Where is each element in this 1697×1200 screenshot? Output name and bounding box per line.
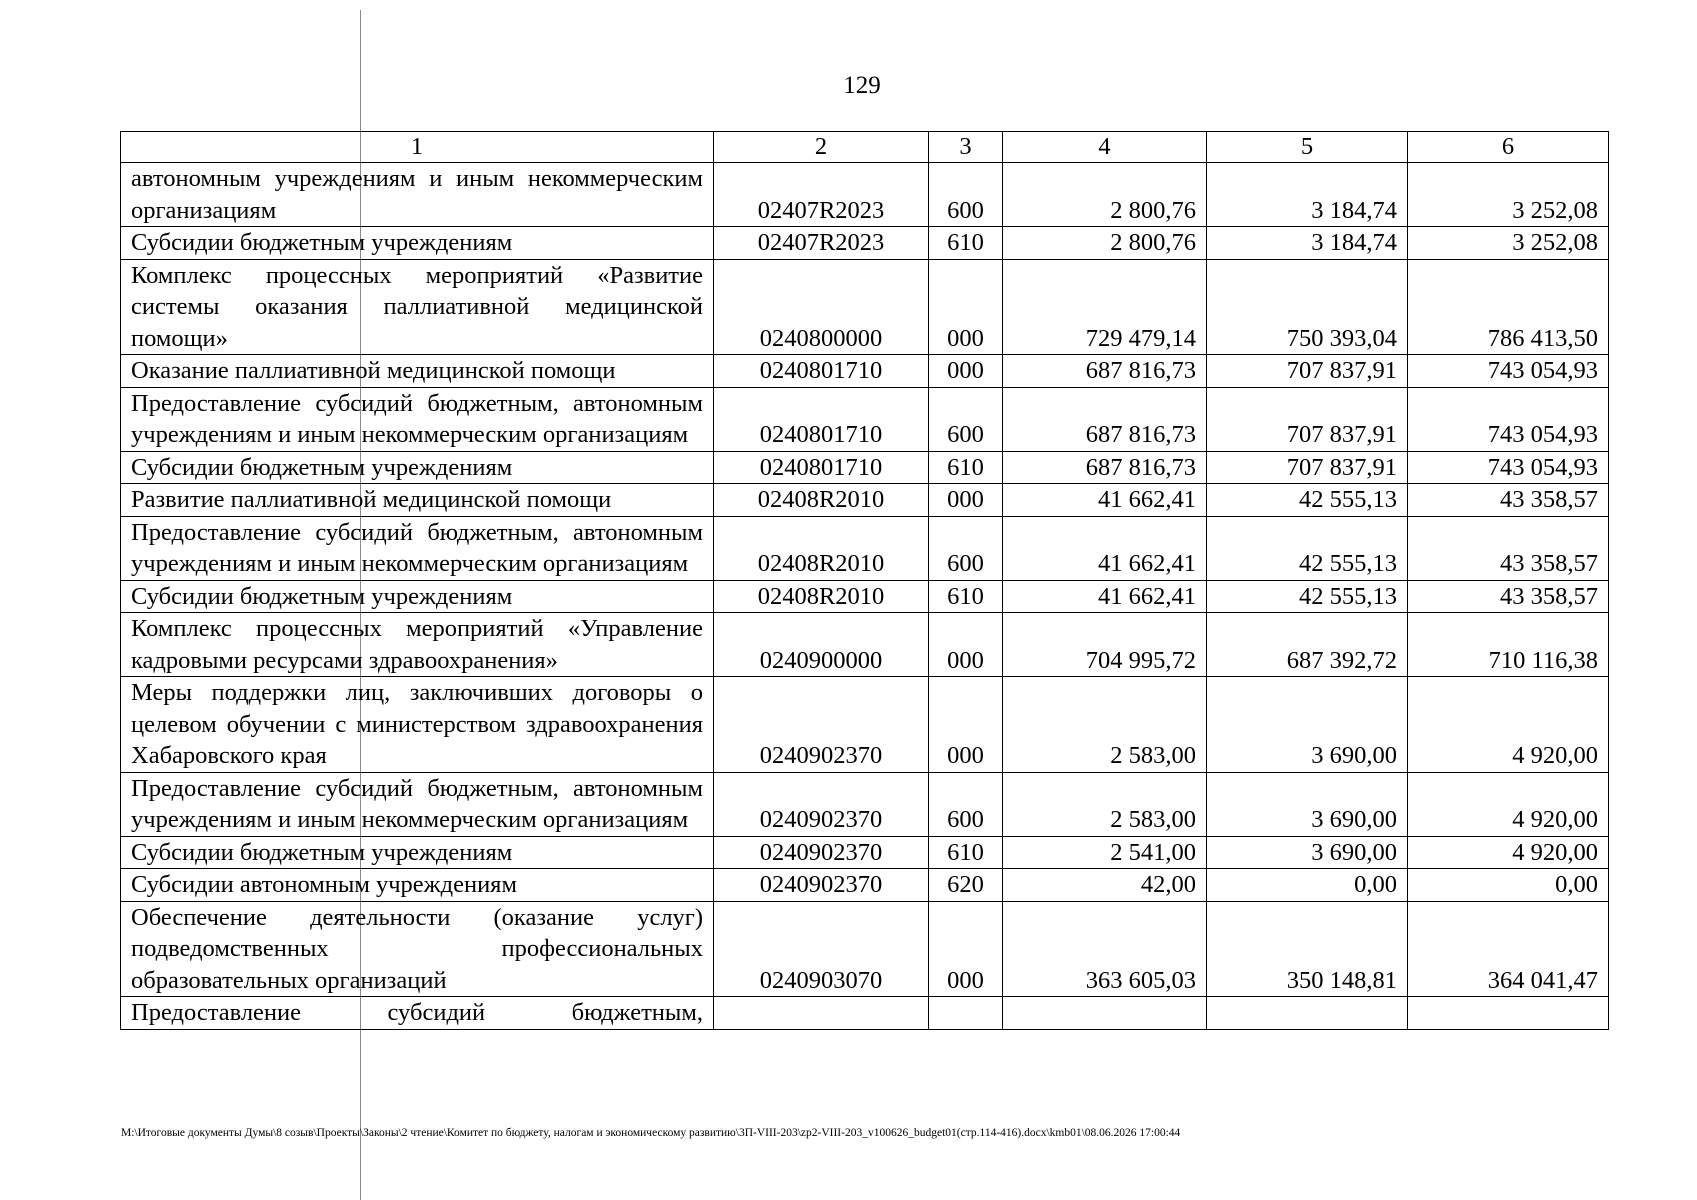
row-value-6: 710 116,38 <box>1408 613 1609 677</box>
row-value-4: 687 816,73 <box>1003 451 1207 484</box>
row-value-4: 41 662,41 <box>1003 484 1207 517</box>
row-value-6: 786 413,50 <box>1408 259 1609 355</box>
row-code: 0240801710 <box>714 355 929 388</box>
document-file-path: M:\Итоговые документы Думы\8 созыв\Проекты\Законы\2 чтение\Комитет по бюджету, налогам и экономическому развитию\3П-VIII-203\zp2-VIII-203_v100626_budget01(стр.114-416).docx\kmb01\08.06.2026 17:00:44 <box>121 1127 1181 1139</box>
table-header-row <box>121 132 1609 163</box>
row-value-4 <box>1003 997 1207 1030</box>
row-value-6: 743 054,93 <box>1408 355 1609 388</box>
table-row <box>121 997 1609 1030</box>
row-value-4: 2 583,00 <box>1003 772 1207 836</box>
row-value-4: 2 800,76 <box>1003 163 1207 227</box>
table-row <box>121 580 1609 613</box>
row-code: 0240902370 <box>714 677 929 773</box>
row-value-5: 3 690,00 <box>1207 836 1408 869</box>
row-name: Субсидии бюджетным учреждениям <box>121 227 714 260</box>
column-header: 3 <box>929 132 1003 163</box>
row-value-6: 4 920,00 <box>1408 836 1609 869</box>
column-header: 2 <box>714 132 929 163</box>
row-value-6: 4 920,00 <box>1408 677 1609 773</box>
row-value-6: 43 358,57 <box>1408 484 1609 517</box>
row-value-5: 3 690,00 <box>1207 772 1408 836</box>
row-code: 0240800000 <box>714 259 929 355</box>
row-code: 0240801710 <box>714 387 929 451</box>
row-name: Субсидии бюджетным учреждениям <box>121 451 714 484</box>
row-type: 620 <box>929 869 1003 902</box>
row-code: 0240903070 <box>714 901 929 997</box>
page-number: 129 <box>843 72 881 99</box>
row-name: Субсидии бюджетным учреждениям <box>121 580 714 613</box>
table-row <box>121 836 1609 869</box>
row-type <box>929 997 1003 1030</box>
row-value-5: 707 837,91 <box>1207 451 1408 484</box>
row-value-4: 729 479,14 <box>1003 259 1207 355</box>
table-row <box>121 259 1609 355</box>
row-value-4: 363 605,03 <box>1003 901 1207 997</box>
row-value-5: 0,00 <box>1207 869 1408 902</box>
row-code <box>714 997 929 1030</box>
row-value-4: 2 800,76 <box>1003 227 1207 260</box>
row-value-4: 704 995,72 <box>1003 613 1207 677</box>
table-row <box>121 869 1609 902</box>
column-header: 4 <box>1003 132 1207 163</box>
row-value-4: 687 816,73 <box>1003 387 1207 451</box>
row-name: Предоставление субсидий бюджетным, автономным учреждениям и иным некоммерческим организациям <box>121 516 714 580</box>
row-name: автономным учреждениям и иным некоммерческим организациям <box>121 163 714 227</box>
row-code: 02407R2023 <box>714 163 929 227</box>
row-type: 000 <box>929 901 1003 997</box>
column-header: 6 <box>1408 132 1609 163</box>
budget-table <box>120 131 1609 1030</box>
row-value-5: 42 555,13 <box>1207 484 1408 517</box>
row-code: 0240902370 <box>714 772 929 836</box>
table-row <box>121 613 1609 677</box>
row-name: Меры поддержки лиц, заключивших договоры о целевом обучении с министерством здравоохранения Хабаровского края <box>121 677 714 773</box>
row-type: 600 <box>929 163 1003 227</box>
row-name: Комплекс процессных мероприятий «Управление кадровыми ресурсами здравоохранения» <box>121 613 714 677</box>
row-code: 0240900000 <box>714 613 929 677</box>
row-value-5: 3 690,00 <box>1207 677 1408 773</box>
table-row <box>121 451 1609 484</box>
row-value-4: 2 583,00 <box>1003 677 1207 773</box>
table-row <box>121 901 1609 997</box>
table-row <box>121 484 1609 517</box>
row-value-6: 0,00 <box>1408 869 1609 902</box>
row-name: Предоставление субсидий бюджетным, автономным учреждениям и иным некоммерческим организациям <box>121 772 714 836</box>
row-name: Комплекс процессных мероприятий «Развитие системы оказания паллиативной медицинской помощи» <box>121 259 714 355</box>
row-value-5: 750 393,04 <box>1207 259 1408 355</box>
column-header: 1 <box>121 132 714 163</box>
table-row <box>121 163 1609 227</box>
row-name: Предоставление субсидий бюджетным, <box>121 997 714 1030</box>
row-type: 000 <box>929 259 1003 355</box>
row-value-6: 743 054,93 <box>1408 451 1609 484</box>
row-type: 600 <box>929 387 1003 451</box>
row-type: 600 <box>929 516 1003 580</box>
row-value-5: 707 837,91 <box>1207 355 1408 388</box>
row-code: 02408R2010 <box>714 580 929 613</box>
row-type: 610 <box>929 451 1003 484</box>
column-header: 5 <box>1207 132 1408 163</box>
row-value-5: 687 392,72 <box>1207 613 1408 677</box>
row-type: 610 <box>929 227 1003 260</box>
row-value-4: 41 662,41 <box>1003 516 1207 580</box>
row-type: 000 <box>929 677 1003 773</box>
row-name: Обеспечение деятельности (оказание услуг) подведомственных профессиональных образовательных организаций <box>121 901 714 997</box>
row-type: 000 <box>929 484 1003 517</box>
row-value-5: 3 184,74 <box>1207 163 1408 227</box>
row-value-4: 41 662,41 <box>1003 580 1207 613</box>
table-row <box>121 387 1609 451</box>
row-value-6: 743 054,93 <box>1408 387 1609 451</box>
row-type: 600 <box>929 772 1003 836</box>
row-code: 02408R2010 <box>714 516 929 580</box>
row-code: 0240801710 <box>714 451 929 484</box>
row-name: Оказание паллиативной медицинской помощи <box>121 355 714 388</box>
row-value-5: 42 555,13 <box>1207 516 1408 580</box>
row-type: 610 <box>929 580 1003 613</box>
row-type: 610 <box>929 836 1003 869</box>
row-value-5: 350 148,81 <box>1207 901 1408 997</box>
row-value-5 <box>1207 997 1408 1030</box>
row-type: 000 <box>929 355 1003 388</box>
row-value-6: 3 252,08 <box>1408 227 1609 260</box>
row-value-5: 42 555,13 <box>1207 580 1408 613</box>
row-value-5: 707 837,91 <box>1207 387 1408 451</box>
row-value-6: 43 358,57 <box>1408 580 1609 613</box>
row-name: Предоставление субсидий бюджетным, автономным учреждениям и иным некоммерческим организациям <box>121 387 714 451</box>
row-value-4: 687 816,73 <box>1003 355 1207 388</box>
row-code: 0240902370 <box>714 836 929 869</box>
table-row <box>121 677 1609 773</box>
row-value-6: 4 920,00 <box>1408 772 1609 836</box>
row-name: Субсидии автономным учреждениям <box>121 869 714 902</box>
row-code: 02407R2023 <box>714 227 929 260</box>
row-value-4: 42,00 <box>1003 869 1207 902</box>
row-value-5: 3 184,74 <box>1207 227 1408 260</box>
table-row <box>121 516 1609 580</box>
row-value-6: 364 041,47 <box>1408 901 1609 997</box>
row-code: 02408R2010 <box>714 484 929 517</box>
table-row <box>121 355 1609 388</box>
row-code: 0240902370 <box>714 869 929 902</box>
table-row <box>121 772 1609 836</box>
row-name: Развитие паллиативной медицинской помощи <box>121 484 714 517</box>
row-value-6 <box>1408 997 1609 1030</box>
row-type: 000 <box>929 613 1003 677</box>
row-value-6: 3 252,08 <box>1408 163 1609 227</box>
table-row <box>121 227 1609 260</box>
row-value-6: 43 358,57 <box>1408 516 1609 580</box>
row-value-4: 2 541,00 <box>1003 836 1207 869</box>
row-name: Субсидии бюджетным учреждениям <box>121 836 714 869</box>
